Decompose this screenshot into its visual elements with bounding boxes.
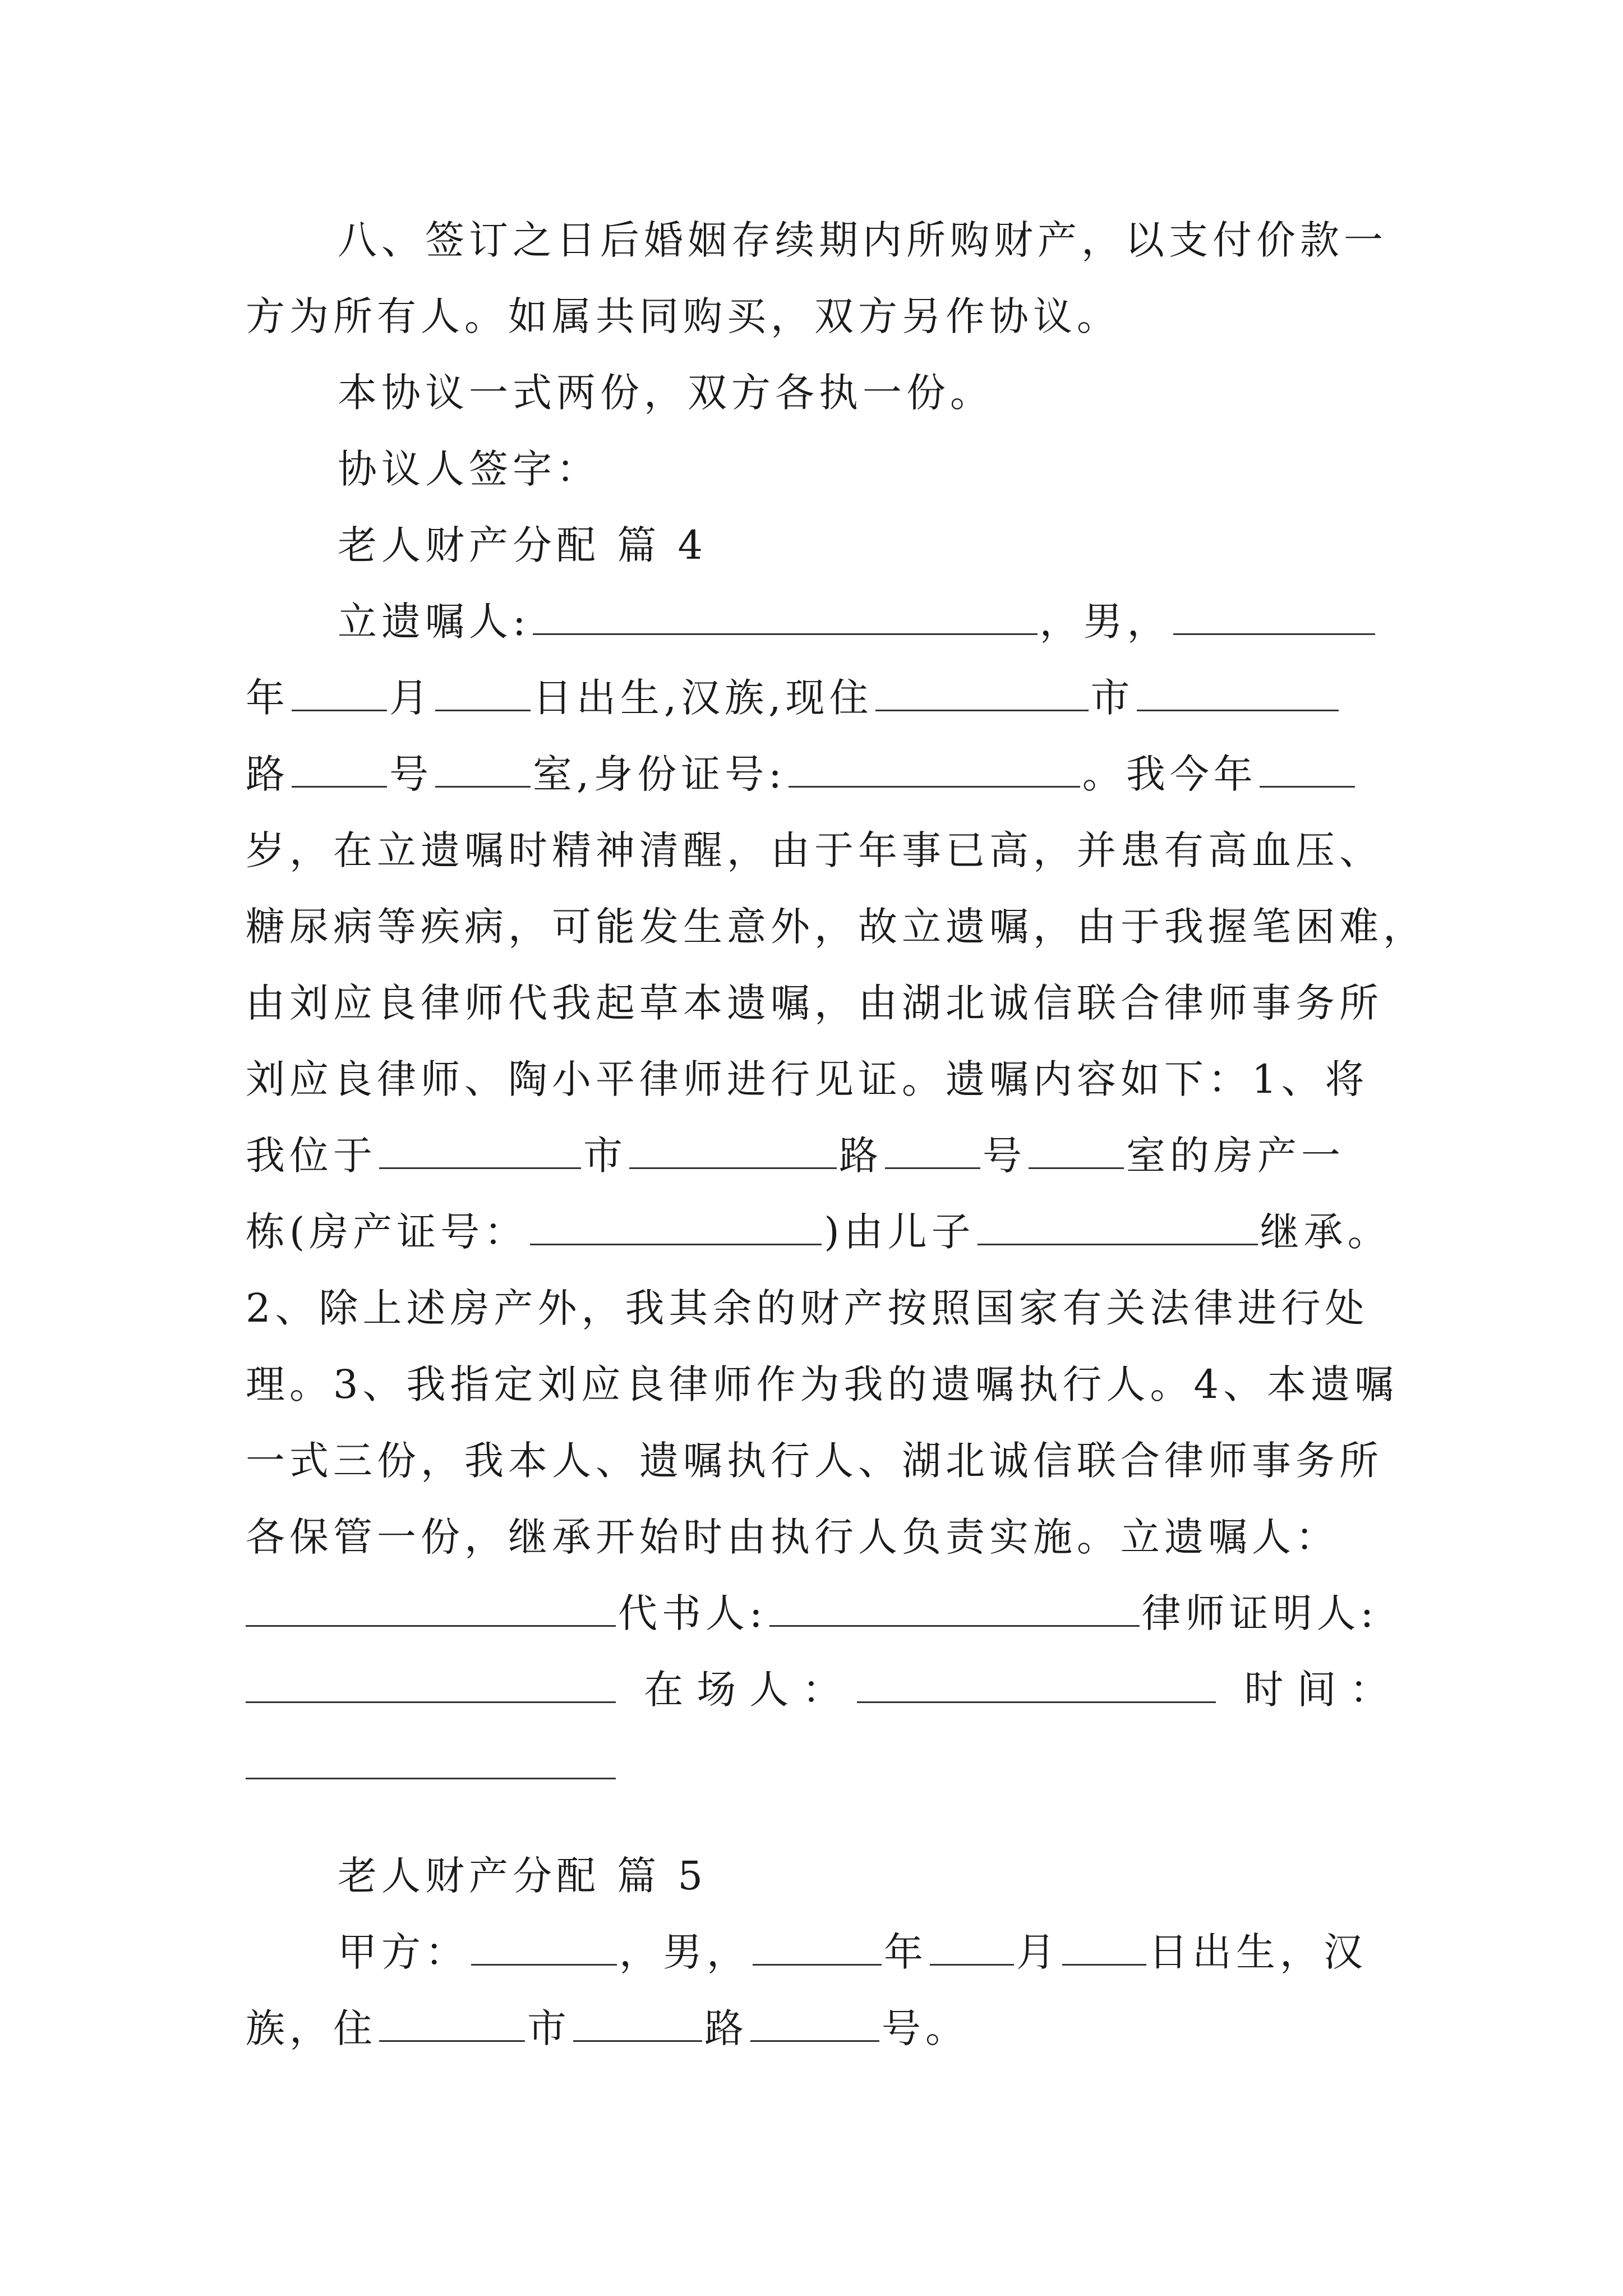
month-label: 月 — [389, 675, 433, 721]
text-fragment: 我位于 — [246, 1133, 377, 1179]
party-a-label: 甲方： — [338, 1929, 469, 1975]
text-fragment: ，男， — [619, 1929, 750, 1975]
text-fragment: 号。 — [882, 2005, 969, 2051]
time-label: 时间： — [1244, 1667, 1403, 1713]
lawyer-signature-blank — [246, 1668, 616, 1703]
blank — [629, 1134, 837, 1169]
birth-year-blank — [1173, 600, 1375, 635]
will-line-1 — [246, 583, 1378, 660]
paragraph-line: 理。3、我指定刘应良律师作为我的遗嘱执行人。4、本遗嘱 — [246, 1361, 1399, 1407]
id-number-blank — [789, 752, 1080, 788]
lawyer-witness-label: 律师证明人: — [1141, 1590, 1378, 1636]
blank — [379, 2007, 525, 2042]
text-fragment: 栋(房产证号： — [246, 1209, 528, 1255]
present-label: 在场人： — [644, 1667, 855, 1713]
section-heading-5: 老人财产分配 篇 5 — [338, 1853, 708, 1899]
party-a-name-blank — [471, 1930, 617, 1966]
paragraph-line: 本协议一式两份，双方各执一份。 — [338, 370, 994, 416]
paragraph-line: 方为所有人。如属共同购买，双方另作协议。 — [246, 293, 1121, 339]
paragraph-line: 由刘应良律师代我起草本遗嘱，由湖北诚信联合律师事务所 — [246, 980, 1383, 1026]
paragraph-line: 刘应良律师、陶小平律师进行见证。遗嘱内容如下：1、将 — [246, 1056, 1369, 1102]
birth-residence-label: 日出生,汉族,现住 — [533, 675, 873, 721]
blank — [435, 752, 531, 788]
city-label: 市 — [1090, 675, 1135, 721]
blank — [930, 1930, 1014, 1966]
will-line-8 — [246, 1117, 1378, 1194]
scribe-label: 代书人: — [618, 1590, 767, 1636]
blank — [379, 1134, 581, 1169]
text-fragment: 族，住 — [246, 2005, 377, 2051]
signature-label: 协议人签字： — [338, 446, 600, 492]
will-line-16 — [246, 1728, 1378, 1804]
present-blank — [857, 1668, 1216, 1703]
time-blank — [246, 1744, 616, 1779]
document-page — [246, 202, 1427, 2067]
testator-name-blank — [533, 600, 1038, 635]
blank — [573, 2007, 702, 2042]
agreement-line-2 — [246, 1990, 1378, 2067]
blank — [875, 676, 1089, 711]
age-blank — [1260, 752, 1355, 788]
section-heading-4: 老人财产分配 篇 4 — [338, 522, 708, 568]
will-line-3 — [246, 736, 1378, 812]
blank — [753, 1930, 882, 1966]
blank — [1137, 676, 1339, 711]
age-label: 。我今年 — [1082, 751, 1257, 797]
will-line-14 — [246, 1575, 1378, 1651]
text-fragment: 室的房产一 — [1126, 1133, 1345, 1179]
blank — [435, 676, 531, 711]
spacer — [246, 1804, 1378, 1838]
scribe-blank — [769, 1591, 1140, 1627]
paragraph-line: 岁，在立遗嘱时精神清醒，由于年事已高，并患有高血压、 — [246, 827, 1383, 873]
gender-label: ，男， — [1039, 599, 1171, 645]
text-fragment: 号 — [983, 1133, 1026, 1179]
blank — [885, 1134, 980, 1169]
testator-label: 立遗嘱人: — [338, 599, 531, 645]
road-label: 路 — [246, 751, 289, 797]
blank — [750, 2007, 879, 2042]
id-number-label: 室,身份证号: — [533, 751, 786, 797]
paragraph-line: 各保管一份，继承开始时由执行人负责实施。立遗嘱人： — [246, 1514, 1339, 1560]
paragraph-line: 2、除上述房产外，我其余的财产按照国家有关法律进行处 — [246, 1285, 1369, 1331]
agreement-line-1 — [246, 1914, 1378, 1990]
heir-blank — [978, 1210, 1258, 1245]
number-label: 号 — [389, 751, 433, 797]
will-line-2 — [246, 660, 1378, 736]
text-fragment: 日出生，汉 — [1149, 1929, 1367, 1975]
text-fragment: 年 — [884, 1929, 928, 1975]
blank — [292, 676, 387, 711]
blank — [1029, 1134, 1124, 1169]
text-fragment: 月 — [1016, 1929, 1060, 1975]
text-fragment: 路 — [704, 2005, 748, 2051]
text-fragment: 市 — [583, 1133, 627, 1179]
property-cert-blank — [530, 1210, 822, 1245]
will-line-15 — [246, 1651, 1403, 1728]
paragraph-line: 糖尿病等疾病，可能发生意外，故立遗嘱，由于我握笔困难， — [246, 904, 1427, 950]
will-line-9 — [246, 1194, 1391, 1270]
paragraph-line: 八、签订之日后婚姻存续期内所购财产，以支付价款一 — [338, 217, 1387, 263]
text-fragment: 市 — [527, 2005, 571, 2051]
paragraph-line: 一式三份，我本人、遗嘱执行人、湖北诚信联合律师事务所 — [246, 1438, 1383, 1484]
text-fragment: )由儿子 — [824, 1209, 975, 1255]
year-label: 年 — [246, 675, 289, 721]
text-fragment: 路 — [839, 1133, 883, 1179]
blank — [292, 752, 387, 788]
testator-signature-blank — [246, 1591, 616, 1627]
blank — [1062, 1930, 1146, 1966]
text-fragment: 继承。 — [1260, 1209, 1391, 1255]
